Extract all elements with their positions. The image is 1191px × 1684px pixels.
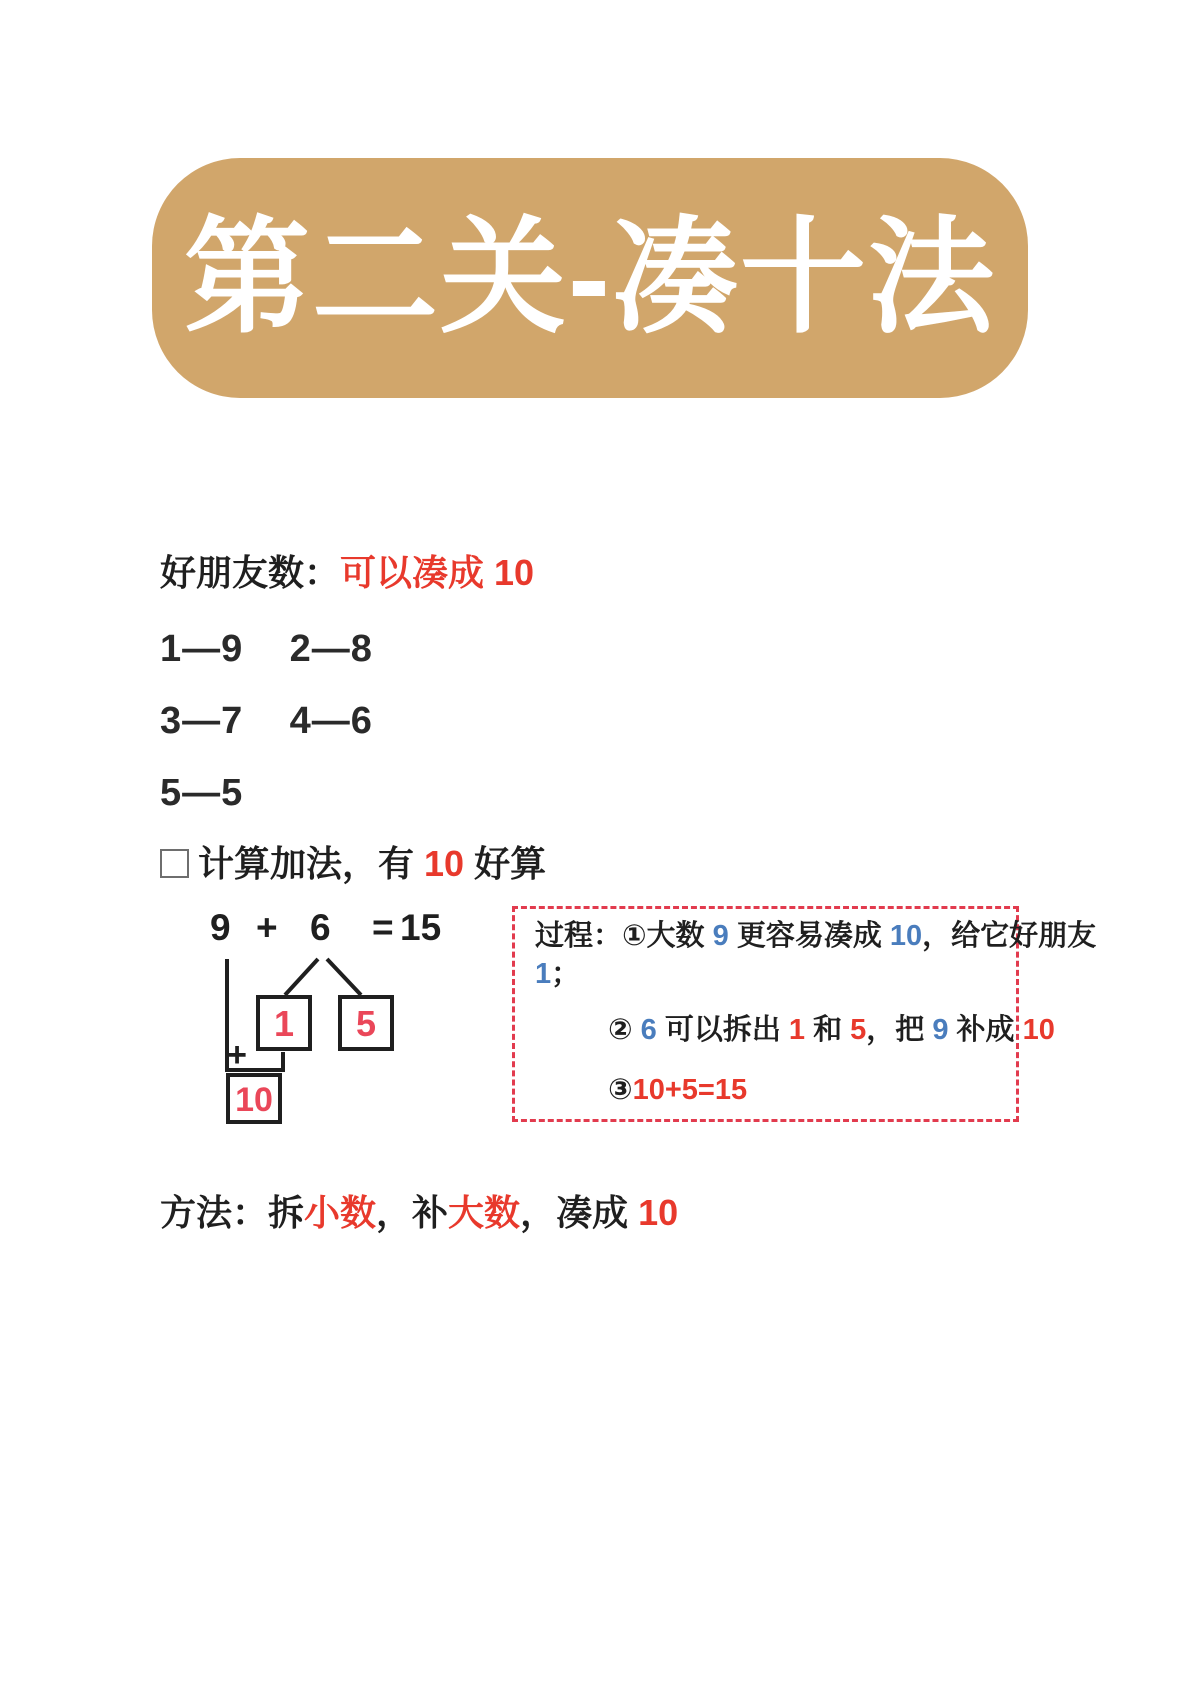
text-segment: 方法：拆 <box>160 1192 305 1233</box>
plus-sign-small: + <box>227 1036 247 1074</box>
pair-item: 3—7 <box>160 700 244 742</box>
process-step-1-line-2 <box>535 955 1008 993</box>
addition-heading <box>160 836 546 887</box>
split-value-2: 5 <box>355 1003 377 1044</box>
text-segment: 小数 <box>304 1192 377 1233</box>
text-segment: 好朋友数： <box>160 552 341 593</box>
text-segment: 6 <box>640 1014 657 1046</box>
addition-heading-text <box>198 843 546 884</box>
page-title: 第二关-凑十法 <box>184 207 996 348</box>
text-segment: ，凑成 <box>520 1192 639 1233</box>
method-line <box>160 1192 678 1234</box>
ten-box-value: 10 <box>235 1081 273 1119</box>
equation-plus: + <box>256 907 278 948</box>
pair-row-3 <box>160 772 278 815</box>
process-step-1-line-1 <box>535 917 1097 955</box>
split-line-right <box>327 959 361 995</box>
text-segment: 9 <box>712 920 729 952</box>
title-banner <box>152 158 1028 398</box>
text-segment: ③ <box>608 1074 633 1106</box>
pair-item: 5—5 <box>160 772 244 814</box>
text-segment: 可以拆出 <box>656 1014 789 1046</box>
pair-row-1 <box>160 628 373 671</box>
text-segment: 10 <box>1022 1014 1055 1046</box>
text-segment: 1 <box>535 958 552 990</box>
text-segment: 大数 <box>448 1192 521 1233</box>
text-segment: 更容易凑成 <box>728 920 890 952</box>
equation-addend-big: 9 <box>210 907 231 948</box>
text-segment: 9 <box>932 1014 949 1046</box>
process-step-2 <box>608 1011 1055 1049</box>
text-segment: ，把 <box>866 1014 933 1046</box>
decomposition-diagram <box>190 902 510 1132</box>
split-value-1: 1 <box>273 1003 295 1044</box>
process-step-3 <box>608 1071 1008 1109</box>
text-segment: 计算加法，有 <box>198 843 425 884</box>
text-segment: 1 <box>788 1014 806 1046</box>
text-segment: ② <box>608 1014 641 1046</box>
pair-item: 1—9 <box>160 628 244 670</box>
equation-addend-small: 6 <box>310 907 331 948</box>
text-segment: 5 <box>850 1014 867 1046</box>
text-segment: 可以凑成 10 <box>340 552 535 593</box>
pair-item: 2—8 <box>289 628 373 670</box>
text-segment: 和 <box>805 1014 851 1046</box>
split-line-left <box>285 959 318 995</box>
text-segment: 10+5=15 <box>632 1074 748 1106</box>
text-segment: ，给它好朋友 <box>922 920 1097 952</box>
friend-numbers-heading <box>160 553 534 593</box>
text-segment: 10 <box>424 843 465 884</box>
text-segment: 10 <box>638 1192 679 1233</box>
text-segment: ，补 <box>376 1192 449 1233</box>
text-segment: ； <box>551 958 581 990</box>
pair-item: 4—6 <box>289 700 373 742</box>
equation-equals: = <box>372 907 394 948</box>
text-segment: 10 <box>889 920 923 952</box>
pair-row-2 <box>160 700 373 743</box>
text-segment: 过程：①大数 <box>535 920 713 952</box>
equation-result: 15 <box>400 907 442 948</box>
checkbox-icon <box>160 849 189 878</box>
text-segment: 补成 <box>948 1014 1023 1046</box>
process-box <box>512 906 1097 1122</box>
text-segment: 好算 <box>464 843 547 884</box>
